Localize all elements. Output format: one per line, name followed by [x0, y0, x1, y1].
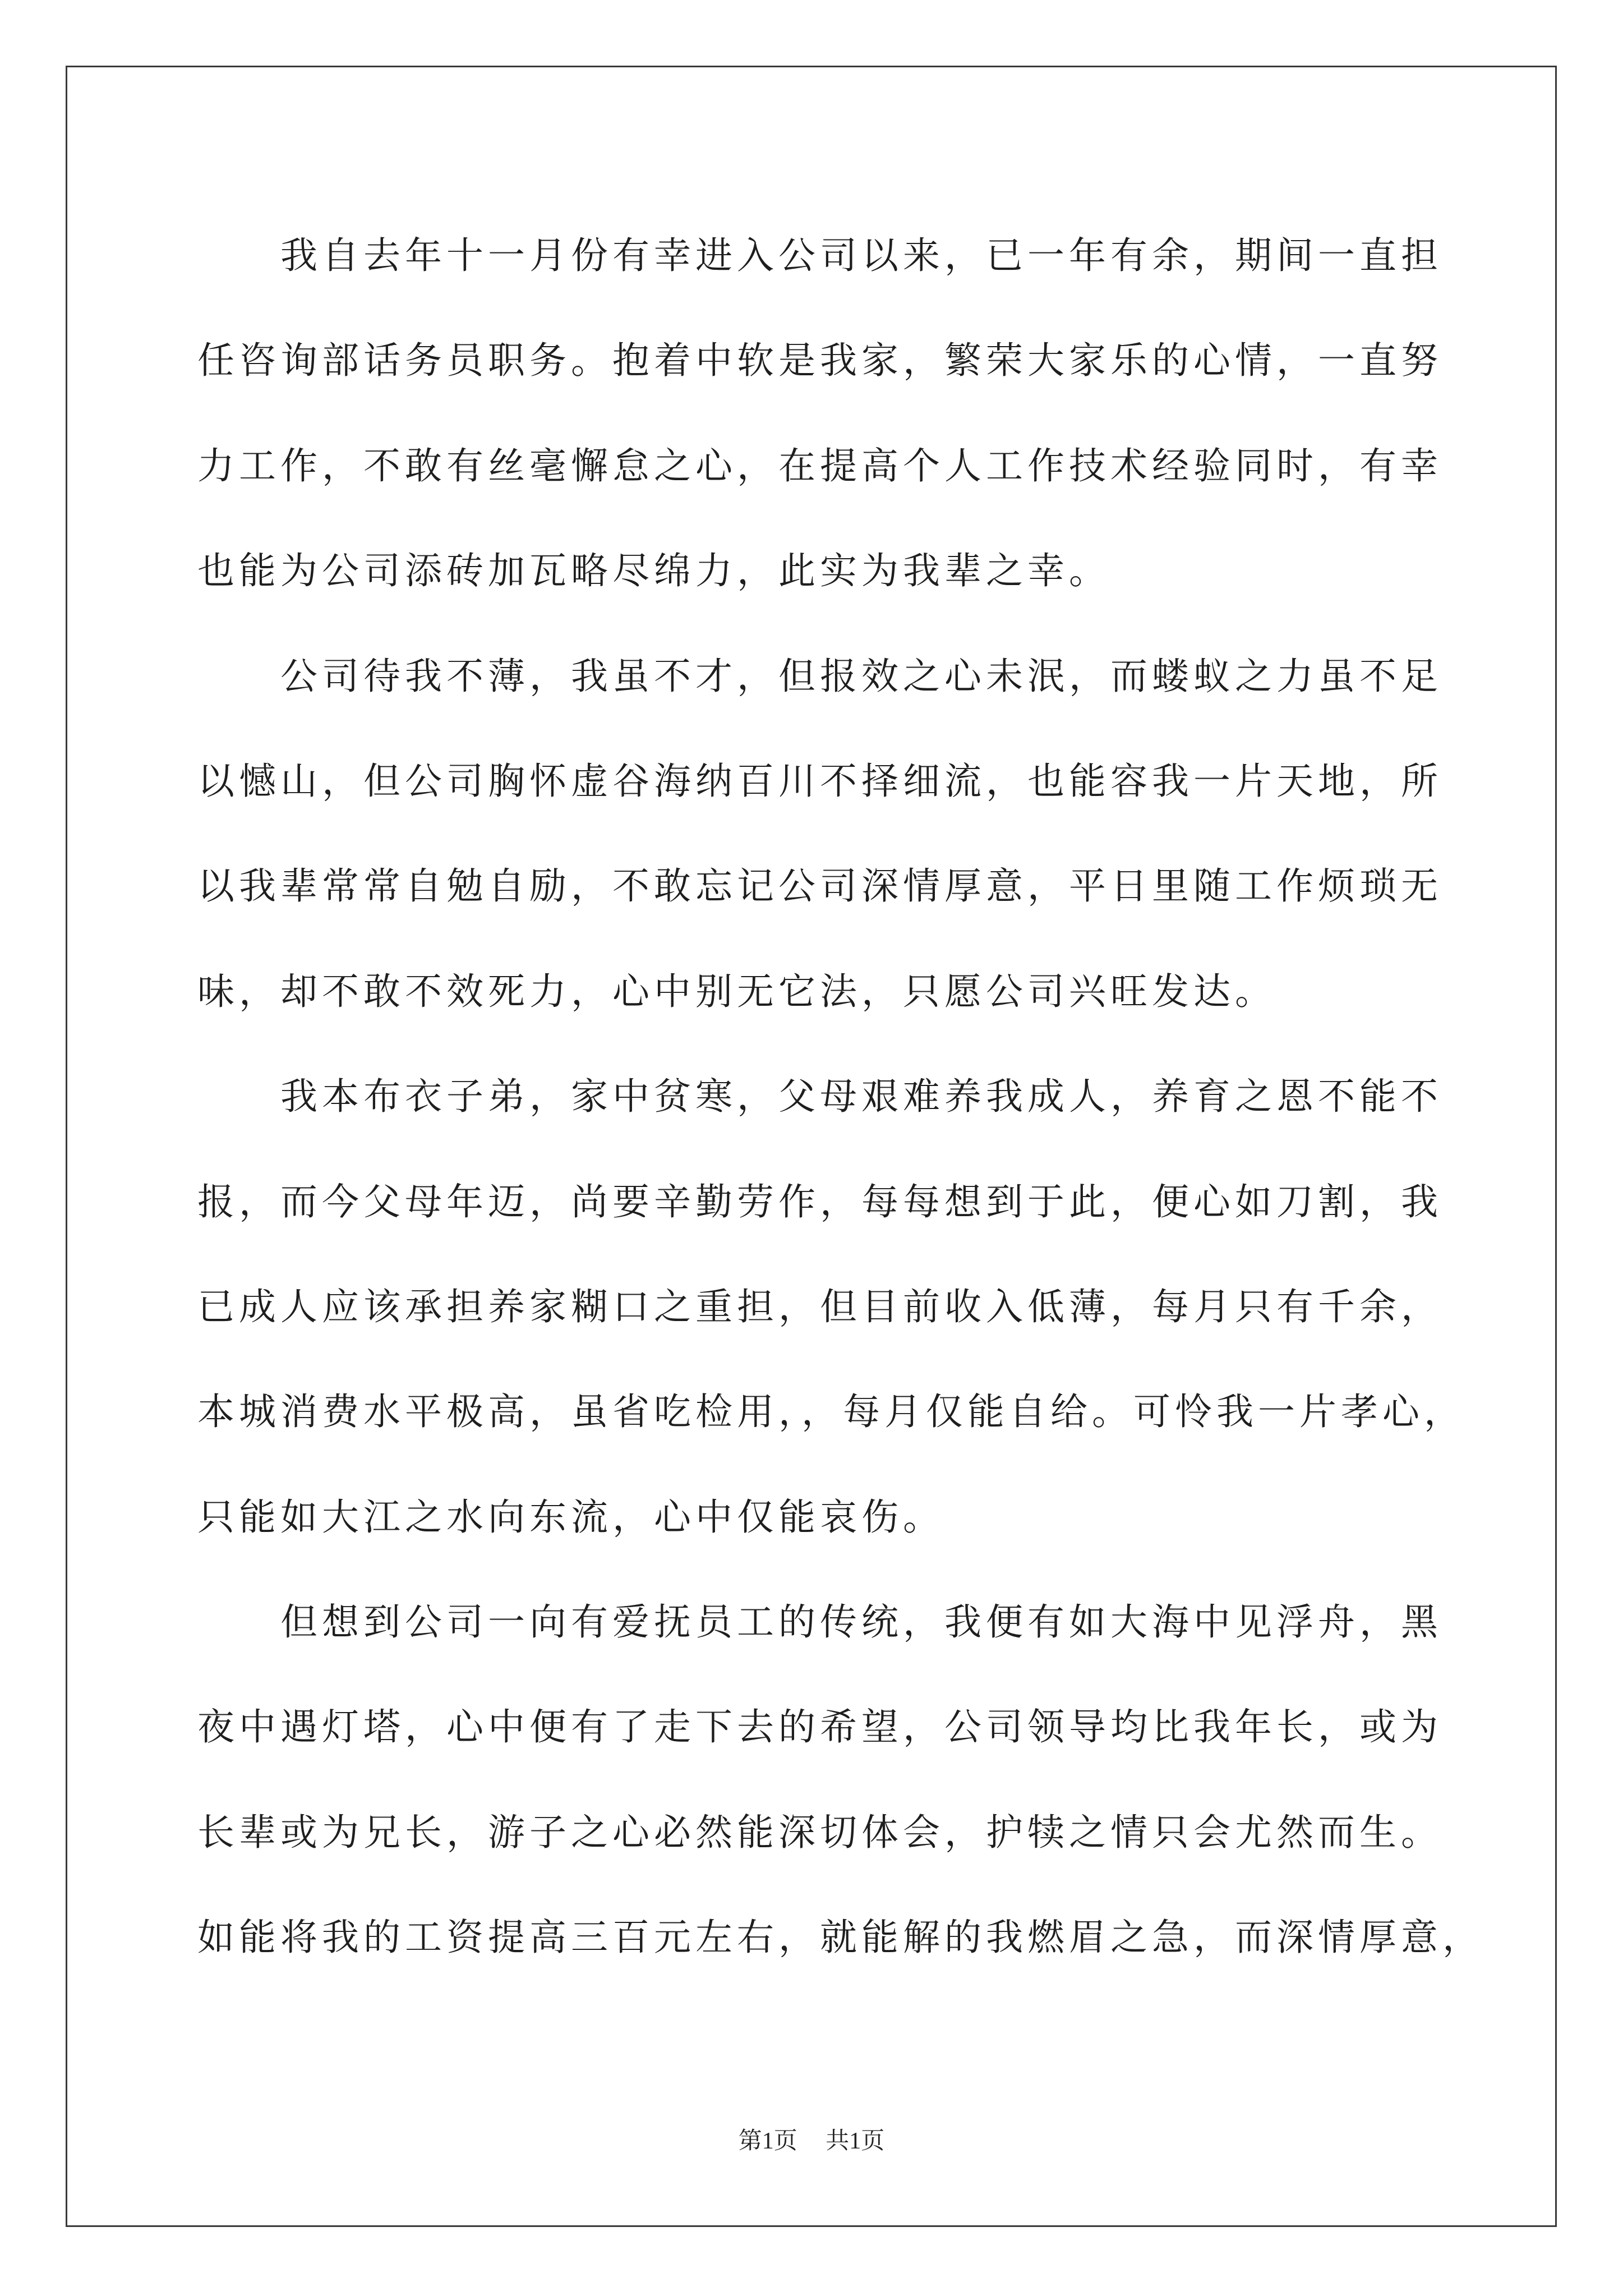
- paragraph-line: 任咨询部话务员职务。抱着中软是我家，繁荣大家乐的心情，一直努: [197, 339, 1442, 383]
- paragraph-line: 报，而今父母年迈，尚要辛勤劳作，每每想到于此，便心如刀割，我: [197, 1180, 1442, 1223]
- paragraph: [197, 1044, 1465, 1570]
- paragraph-line: 本城消费水平极高，虽省吃检用，，每月仅能自给。可怜我一片孝心，: [197, 1390, 1465, 1434]
- paragraph-line: 我自去年十一月份有幸进入公司以来，已一年有余，期间一直担: [280, 234, 1442, 277]
- paragraph-line: 长辈或为兄长，游子之心必然能深切体会，护犊之情只会尤然而生。: [197, 1810, 1442, 1854]
- page-footer: [0, 2126, 1623, 2156]
- paragraph-line: 以我辈常常自勉自励，不敢忘记公司深情厚意，平日里随工作烦琐无: [197, 864, 1442, 908]
- paragraph-line: 力工作，不敢有丝毫懈怠之心，在提高个人工作技术经验同时，有幸: [197, 444, 1442, 487]
- paragraph-line: 已成人应该承担养家糊口之重担，但目前收入低薄，每月只有千余，: [197, 1285, 1442, 1328]
- paragraph-line: 只能如大江之水向东流，心中仅能哀伤。: [197, 1495, 944, 1539]
- document-body: [197, 203, 1484, 1990]
- total-page-count: 共1页: [826, 2128, 885, 2154]
- paragraph: [197, 1570, 1484, 1990]
- paragraph-line: 但想到公司一向有爱抚员工的传统，我便有如大海中见浮舟，黑: [280, 1600, 1442, 1644]
- paragraph-line: 如能将我的工资提高三百元左右，就能解的我燃眉之急，而深情厚意，: [197, 1916, 1484, 1959]
- current-page-number: 第1页: [738, 2128, 797, 2154]
- paragraph-line: 夜中遇灯塔，心中便有了走下去的希望，公司领导均比我年长，或为: [197, 1705, 1442, 1749]
- paragraph-line: 公司待我不薄，我虽不才，但报效之心未泯，而蝼蚁之力虽不足: [280, 654, 1442, 698]
- paragraph-line: 我本布衣子弟，家中贫寒，父母艰难养我成人，养育之恩不能不: [280, 1075, 1442, 1119]
- paragraph-line: 以憾山，但公司胸怀虚谷海纳百川不择细流，也能容我一片天地，所: [197, 759, 1442, 803]
- paragraph: [197, 624, 1447, 1045]
- paragraph-line: 也能为公司添砖加瓦略尽绵力，此实为我辈之幸。: [197, 549, 1110, 593]
- paragraph-line: 味，却不敢不效死力，心中别无它法，只愿公司兴旺发达。: [197, 969, 1276, 1013]
- paragraph: [197, 203, 1447, 624]
